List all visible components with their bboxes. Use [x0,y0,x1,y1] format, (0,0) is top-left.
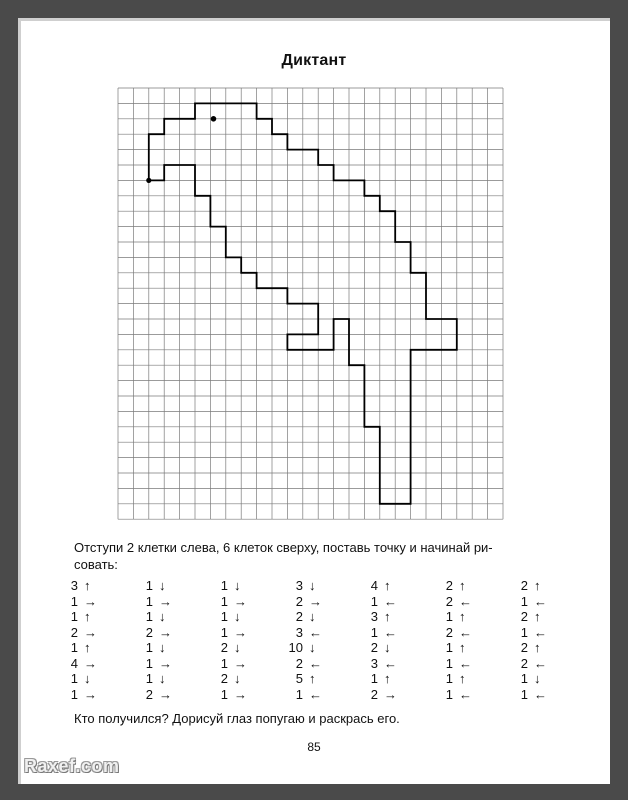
dictation-step [508,687,558,703]
step-count: 2 [70,624,78,640]
page-number: 85 [307,740,321,754]
step-count: 2 [295,609,303,624]
step-arrow-icon: ↑ [534,578,541,593]
step-arrow-icon: ← [384,655,397,671]
step-arrow-icon: → [159,686,172,702]
step-count: 2 [520,640,528,655]
step-arrow-icon: ↓ [159,640,166,655]
step-count: 1 [145,609,153,624]
dictation-step [283,578,333,594]
step-count: 3 [295,578,303,593]
step-arrow-icon: → [234,655,247,671]
step-count: 2 [145,686,153,702]
step-count: 1 [220,578,228,593]
step-arrow-icon: ← [534,686,547,702]
step-arrow-icon: ← [459,655,472,671]
dictation-step [358,609,408,625]
step-count: 1 [295,686,303,702]
step-count: 1 [445,671,453,686]
dictation-step [58,671,108,687]
step-arrow-icon: ↓ [309,578,316,593]
step-arrow-icon: → [234,686,247,702]
dictation-step [133,640,183,656]
step-count: 1 [220,609,228,624]
dictation-step [133,687,183,703]
step-arrow-icon: ← [309,655,322,671]
step-count: 1 [145,640,153,655]
dictation-step [283,640,333,656]
step-count: 5 [295,671,303,686]
dictation-step [358,640,408,656]
step-arrow-icon: ↓ [159,578,166,593]
step-arrow-icon: ↑ [459,578,466,593]
page-title: Диктант [281,52,347,69]
step-arrow-icon: ↓ [234,671,241,686]
step-arrow-icon: ↑ [459,609,466,624]
step-count: 1 [145,671,153,686]
step-count: 1 [220,624,228,640]
step-count: 1 [70,671,78,686]
step-arrow-icon: ← [309,624,322,640]
step-arrow-icon: ↑ [309,671,316,686]
step-arrow-icon: ↓ [234,578,241,593]
step-count: 10 [288,640,303,655]
dictation-step [283,594,333,610]
step-count: 2 [145,624,153,640]
dictation-step [358,656,408,672]
step-arrow-icon: ↓ [234,640,241,655]
step-count: 1 [70,593,78,609]
step-count: 2 [445,593,453,609]
step-count: 1 [220,593,228,609]
step-arrow-icon: → [159,593,172,609]
step-arrow-icon: ← [534,593,547,609]
dictation-step [133,671,183,687]
dictation-column [208,578,258,702]
dictation-step [208,687,258,703]
step-count: 2 [295,593,303,609]
step-count: 3 [370,609,378,624]
dictation-step [433,687,483,703]
dictation-step [433,640,483,656]
dictation-step [283,609,333,625]
step-arrow-icon: → [234,593,247,609]
instruction-line: Отступи 2 клетки слева, 6 клеток сверху, поставь точку и начинай ри- совать: [74,540,493,572]
dictation-step [208,609,258,625]
dictation-step [133,578,183,594]
dictation-step [283,671,333,687]
step-count: 1 [145,578,153,593]
dictation-step [283,625,333,641]
dictation-step [358,594,408,610]
dictation-step [208,671,258,687]
step-count: 2 [370,686,378,702]
dictation-step [208,594,258,610]
dictation-step [433,609,483,625]
step-count: 3 [295,624,303,640]
step-count: 2 [520,609,528,624]
step-count: 1 [445,686,453,702]
start-dot [146,178,151,183]
dictation-step [208,656,258,672]
step-count: 1 [145,593,153,609]
dictation-step [508,609,558,625]
dictation-step [208,625,258,641]
dictation-step [433,625,483,641]
step-arrow-icon: ← [534,624,547,640]
step-arrow-icon: ↑ [384,578,391,593]
step-arrow-icon: → [84,593,97,609]
step-arrow-icon: → [309,593,322,609]
step-count: 2 [445,578,453,593]
dictation-step [133,594,183,610]
step-arrow-icon: ← [459,624,472,640]
dictation-step [433,594,483,610]
step-count: 3 [70,578,78,593]
step-count: 1 [70,609,78,624]
instruction-text [74,539,594,573]
step-arrow-icon: ← [459,593,472,609]
step-count: 1 [370,593,378,609]
dictation-column [58,578,108,702]
dictation-step [58,578,108,594]
step-count: 2 [295,655,303,671]
step-count: 1 [370,624,378,640]
step-count: 1 [520,624,528,640]
dictation-column [508,578,558,702]
dictation-step [358,671,408,687]
step-arrow-icon: ↑ [534,609,541,624]
step-count: 2 [520,578,528,593]
step-arrow-icon: ↓ [384,640,391,655]
dictation-step [58,594,108,610]
dictation-step [358,578,408,594]
dictation-step [508,594,558,610]
step-arrow-icon: ↑ [384,609,391,624]
question-text: Кто получился? Дорисуй глаз попугаю и раскрась его. [74,711,400,726]
step-count: 2 [370,640,378,655]
step-count: 2 [220,640,228,655]
step-count: 1 [520,686,528,702]
dictation-column [358,578,408,702]
step-count: 1 [70,686,78,702]
dictation-step [208,640,258,656]
step-arrow-icon: ← [384,624,397,640]
dictation-step [58,609,108,625]
step-arrow-icon: ← [534,655,547,671]
step-arrow-icon: → [384,686,397,702]
dictation-columns [58,578,578,708]
dictation-column [133,578,183,702]
step-count: 1 [520,593,528,609]
step-arrow-icon: ↓ [159,609,166,624]
step-arrow-icon: → [84,624,97,640]
step-arrow-icon: ↓ [309,609,316,624]
step-arrow-icon: ← [459,686,472,702]
step-arrow-icon: → [234,624,247,640]
step-arrow-icon: ↑ [534,640,541,655]
dictation-step [358,625,408,641]
step-arrow-icon: ← [309,686,322,702]
step-count: 1 [445,609,453,624]
step-arrow-icon: ↓ [84,671,91,686]
step-count: 4 [370,578,378,593]
dictation-step [58,656,108,672]
step-arrow-icon: ↑ [84,578,91,593]
step-arrow-icon: ↑ [384,671,391,686]
step-arrow-icon: ↑ [459,640,466,655]
dictation-step [133,656,183,672]
dictation-step [133,625,183,641]
step-count: 1 [445,655,453,671]
step-count: 3 [370,655,378,671]
step-arrow-icon: ↓ [309,640,316,655]
watermark-logo: Raxef.com [24,756,120,776]
dictation-step [433,671,483,687]
dictation-step [58,687,108,703]
step-count: 1 [220,655,228,671]
step-count: 1 [220,686,228,702]
dictation-step [433,578,483,594]
step-count: 1 [70,640,78,655]
dictation-step [133,609,183,625]
dictation-step [358,687,408,703]
step-arrow-icon: → [159,655,172,671]
dictation-step [283,656,333,672]
dictation-column [283,578,333,702]
parrot-eye-dot [211,116,217,122]
dictation-step [283,687,333,703]
step-arrow-icon: ↑ [84,640,91,655]
step-arrow-icon: ↑ [84,609,91,624]
dictation-column [433,578,483,702]
step-count: 1 [145,655,153,671]
dictation-step [58,640,108,656]
step-arrow-icon: ← [384,593,397,609]
step-count: 1 [445,640,453,655]
step-count: 2 [220,671,228,686]
step-arrow-icon: ↑ [459,671,466,686]
step-arrow-icon: ↓ [534,671,541,686]
step-count: 4 [70,655,78,671]
dictation-step [508,625,558,641]
step-arrow-icon: → [159,624,172,640]
dictation-step [58,625,108,641]
dictation-step [508,578,558,594]
dictation-step [208,578,258,594]
step-arrow-icon: ↓ [234,609,241,624]
step-count: 1 [520,671,528,686]
dictation-step [508,656,558,672]
dictation-step [433,656,483,672]
step-arrow-icon: → [84,686,97,702]
step-count: 2 [520,655,528,671]
dictation-step [508,671,558,687]
step-count: 2 [445,624,453,640]
step-count: 1 [370,671,378,686]
dictation-step [508,640,558,656]
step-arrow-icon: ↓ [159,671,166,686]
step-arrow-icon: → [84,655,97,671]
